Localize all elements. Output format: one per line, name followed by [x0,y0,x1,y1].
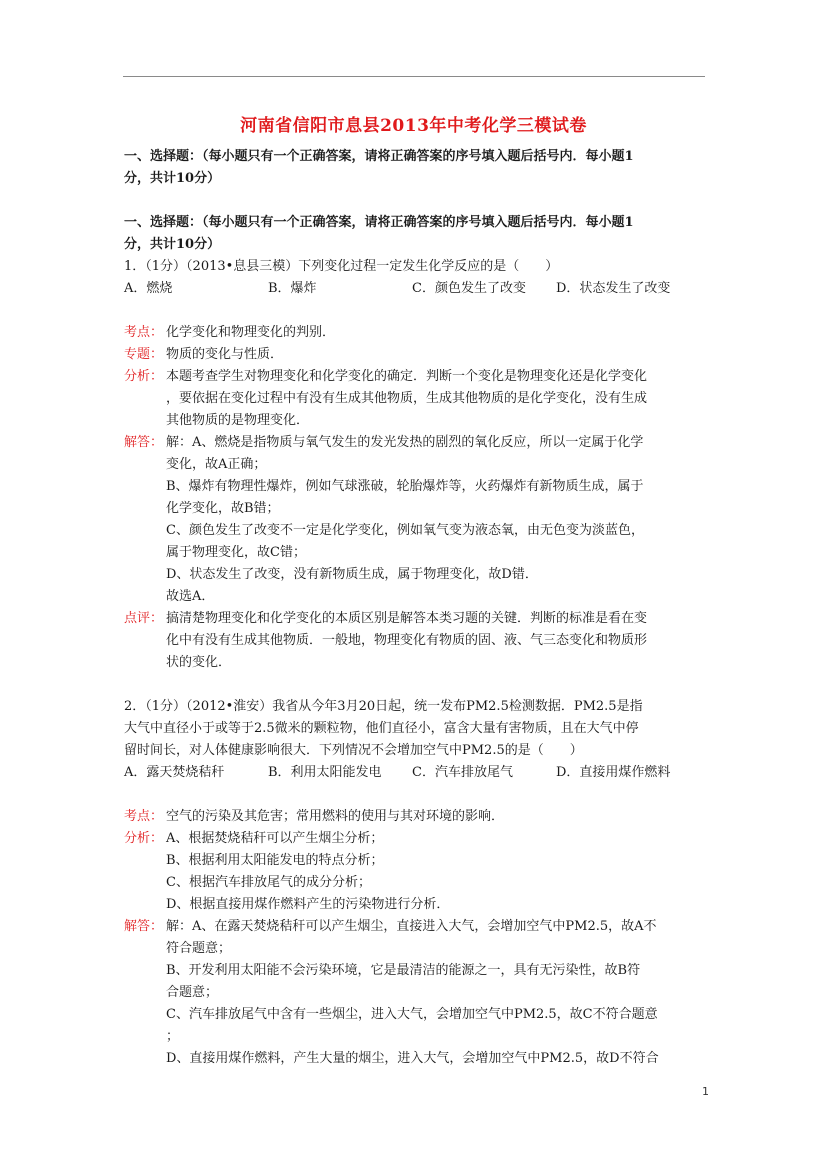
question-1-stem: 1．（1分）（2013•息县三模）下列变化过程一定发生化学反应的是（ ） [124,259,559,274]
kaodian-text: 空气的污染及其危害；常用燃料的使用与其对环境的影响． [166,809,505,824]
jieda-row [124,916,704,938]
option-b: B．利用太阳能发电 [268,765,382,780]
dianping-text: 搞清楚物理变化和化学变化的本质区别是解答本类习题的关键．判断的标准是看在变 [166,611,648,626]
kaodian-label: 考点： [124,809,164,824]
fenxi-label: 分析： [124,831,164,846]
option-c: C．汽车排放尾气 [412,765,513,780]
jieda-text: D、直接用煤作燃料，产生大量的烟尘，进入大气，会增加空气中PM2.5，故D不符合 [166,1051,659,1066]
jieda-text: B、爆炸有物理性爆炸，例如气球涨破，轮胎爆炸等，火药爆炸有新物质生成，属于 [166,479,644,494]
section-header-line: 分，共计10分） [124,237,221,252]
kaodian-label: 考点： [124,325,164,340]
option-d: D．状态发生了改变 [556,281,671,296]
page-title: 河南省信阳市息县2013年中考化学三模试卷 [240,116,587,136]
jieda-text: C、汽车排放尾气中含有一些烟尘，进入大气，会增加空气中PM2.5，故C不符合题意 [166,1007,658,1022]
jieda-text: 变化，故A正确； [166,457,267,472]
fenxi-text: B、根据利用太阳能发电的特点分析； [166,853,384,868]
dianping-text: 状的变化． [166,655,232,670]
fenxi-text: 其他物质的是物理变化． [166,413,310,428]
jieda-row [124,432,704,454]
dianping-text: 化中有没有生成其他物质．一般地，物理变化有物质的固、液、气三态变化和物质形 [166,633,648,648]
document-body [124,146,704,1070]
dianping-row [124,608,704,630]
fenxi-label: 分析： [124,369,164,384]
option-a: A．露天焚烧秸秆 [124,765,225,780]
jieda-text: C、颜色发生了改变不一定是化学变化，例如氧气变为液态氧，由无色变为淡蓝色， [166,523,644,538]
zhuanti-label: 专题： [124,347,164,362]
jieda-text: 属于物理变化，故C错； [166,545,306,560]
section-header-line: 一、选择题：（每小题只有一个正确答案，请将正确答案的序号填入题后括号内．每小题1 [124,215,634,230]
zhuanti-row [124,344,704,366]
page-number: 1 [702,1085,709,1098]
fenxi-text: C、根据汽车排放尾气的成分分析； [166,875,371,890]
fenxi-row [124,828,704,850]
option-b: B．爆炸 [268,281,317,296]
question-2-options [124,762,704,784]
fenxi-text: 本题考查学生对物理变化和化学变化的确定．判断一个变化是物理变化还是化学变化 [166,369,648,384]
header-rule [123,76,705,77]
jieda-text: 化学变化，故B错； [166,501,280,516]
option-d: D．直接用煤作燃料 [556,765,671,780]
jieda-text: ； [166,1029,180,1044]
jieda-text: B、开发利用太阳能不会污染环境，它是最清洁的能源之一，具有无污染性，故B符 [166,963,641,978]
jieda-text: D、状态发生了改变，没有新物质生成，属于物理变化，故D错． [166,567,538,582]
question-2-stem: 留时间长，对人体健康影响很大．下列情况不会增加空气中PM2.5的是（ ） [124,743,583,758]
question-1-options [124,278,704,300]
fenxi-text: D、根据直接用煤作燃料产生的污染物进行分析． [166,897,450,912]
question-2-stem: 2．（1分）（2012•淮安）我省从今年3月20日起，统一发布PM2.5检测数据．PM2.5是指 [124,699,643,714]
kaodian-text: 化学变化和物理变化的判别． [166,325,336,340]
dianping-label: 点评： [124,611,164,626]
section-header-line: 一、选择题：（每小题只有一个正确答案，请将正确答案的序号填入题后括号内．每小题1 [124,149,634,164]
fenxi-text: ，要依据在变化过程中有没有生成其他物质，生成其他物质的是化学变化，没有生成 [166,391,648,406]
option-c: C．颜色发生了改变 [412,281,526,296]
fenxi-text: A、根据焚烧秸秆可以产生烟尘分析； [166,831,384,846]
jieda-text: 故选A． [166,589,215,604]
jieda-text: 解：A、在露天焚烧秸秆可以产生烟尘，直接进入大气，会增加空气中PM2.5，故A不 [166,919,657,934]
jieda-text: 符合题意； [166,941,232,956]
fenxi-row [124,366,704,388]
jieda-label: 解答： [124,919,164,934]
jieda-text: 解：A、燃烧是指物质与氧气发生的发光发热的剧烈的氧化反应，所以一定属于化学 [166,435,644,450]
section-header-line: 分，共计10分） [124,171,221,186]
jieda-text: 合题意； [166,985,219,1000]
kaodian-row [124,322,704,344]
kaodian-row [124,806,704,828]
question-2-stem: 大气中直径小于或等于2.5微米的颗粒物，他们直径小，富含大量有害物质，且在大气中停 [124,721,639,736]
option-a: A．燃烧 [124,281,173,296]
jieda-label: 解答： [124,435,164,450]
zhuanti-text: 物质的变化与性质． [166,347,284,362]
